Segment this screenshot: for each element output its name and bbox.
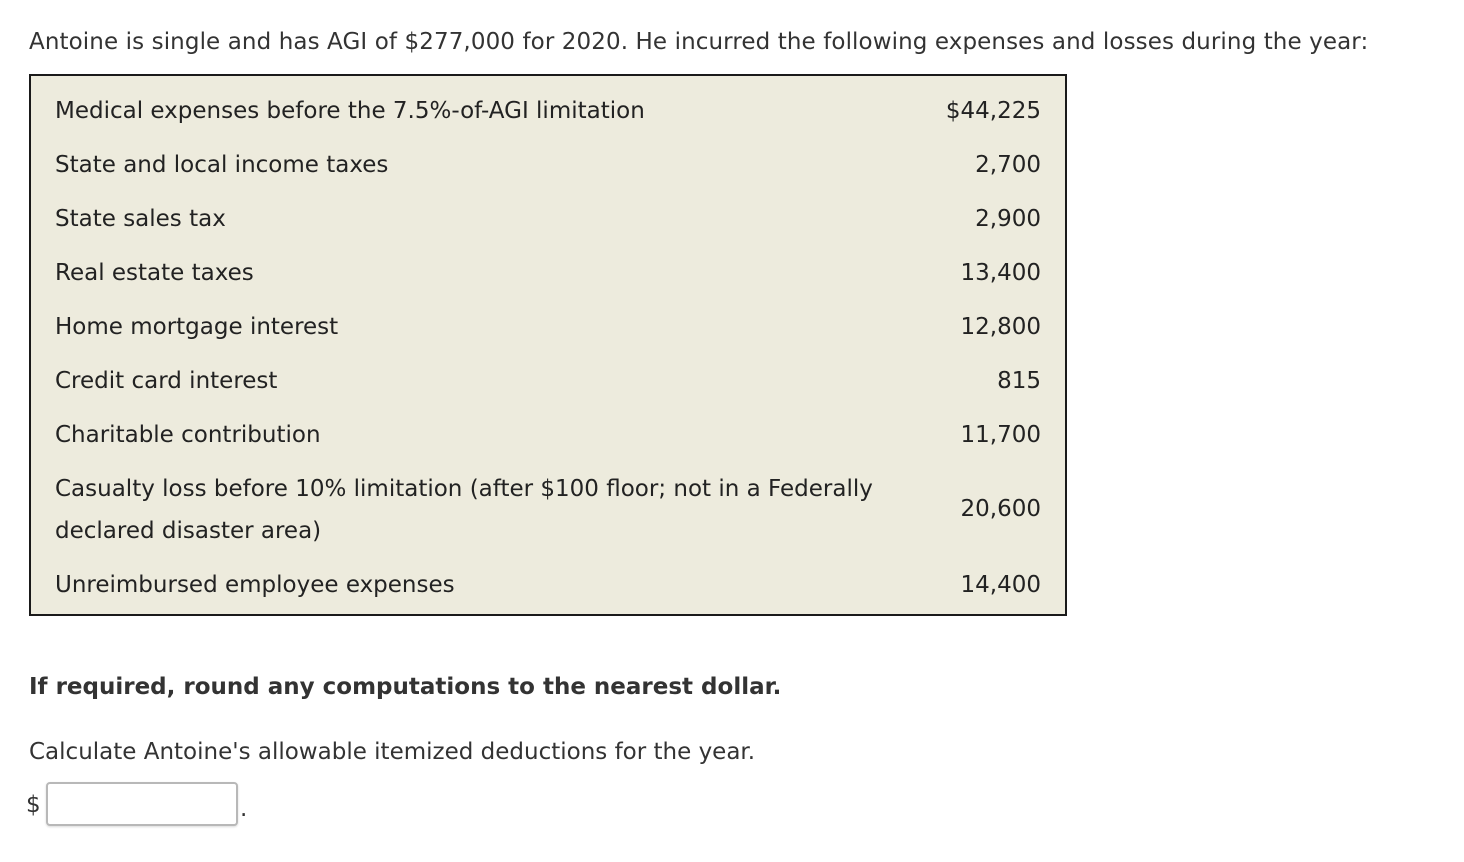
expense-table	[29, 74, 1067, 616]
expense-amount: 14,400	[960, 572, 1041, 598]
expense-label: State and local income taxes	[55, 152, 389, 178]
question-prompt: Calculate Antoine's allowable itemized deductions for the year.	[29, 739, 756, 765]
expense-label: Unreimbursed employee expenses	[55, 572, 455, 598]
expense-label: State sales tax	[55, 206, 226, 232]
answer-suffix: .	[240, 796, 248, 822]
expense-amount: 13,400	[960, 260, 1041, 286]
expense-amount: $44,225	[945, 98, 1041, 124]
expense-amount: 2,900	[975, 206, 1041, 232]
expense-amount: 2,700	[975, 152, 1041, 178]
expense-amount: 815	[997, 368, 1041, 394]
expense-label: Real estate taxes	[55, 260, 254, 286]
currency-symbol: $	[26, 792, 41, 818]
expense-amount: 11,700	[960, 422, 1041, 448]
expense-label: Medical expenses before the 7.5%-of-AGI limitation	[55, 98, 645, 124]
itemized-deductions-input[interactable]	[46, 782, 238, 826]
expense-amount: 20,600	[960, 496, 1041, 522]
expense-label: Credit card interest	[55, 368, 278, 394]
expense-label: Home mortgage interest	[55, 314, 339, 340]
expense-amount: 12,800	[960, 314, 1041, 340]
expense-label: Casualty loss before 10% limitation (after $100 floor; not in a Federally declared disaster area)	[55, 476, 873, 544]
question-intro: Antoine is single and has AGI of $277,000 for 2020. He incurred the following expenses and losses during the year:	[29, 29, 1369, 55]
rounding-instruction: If required, round any computations to the nearest dollar.	[29, 674, 782, 700]
expense-label: Charitable contribution	[55, 422, 321, 448]
